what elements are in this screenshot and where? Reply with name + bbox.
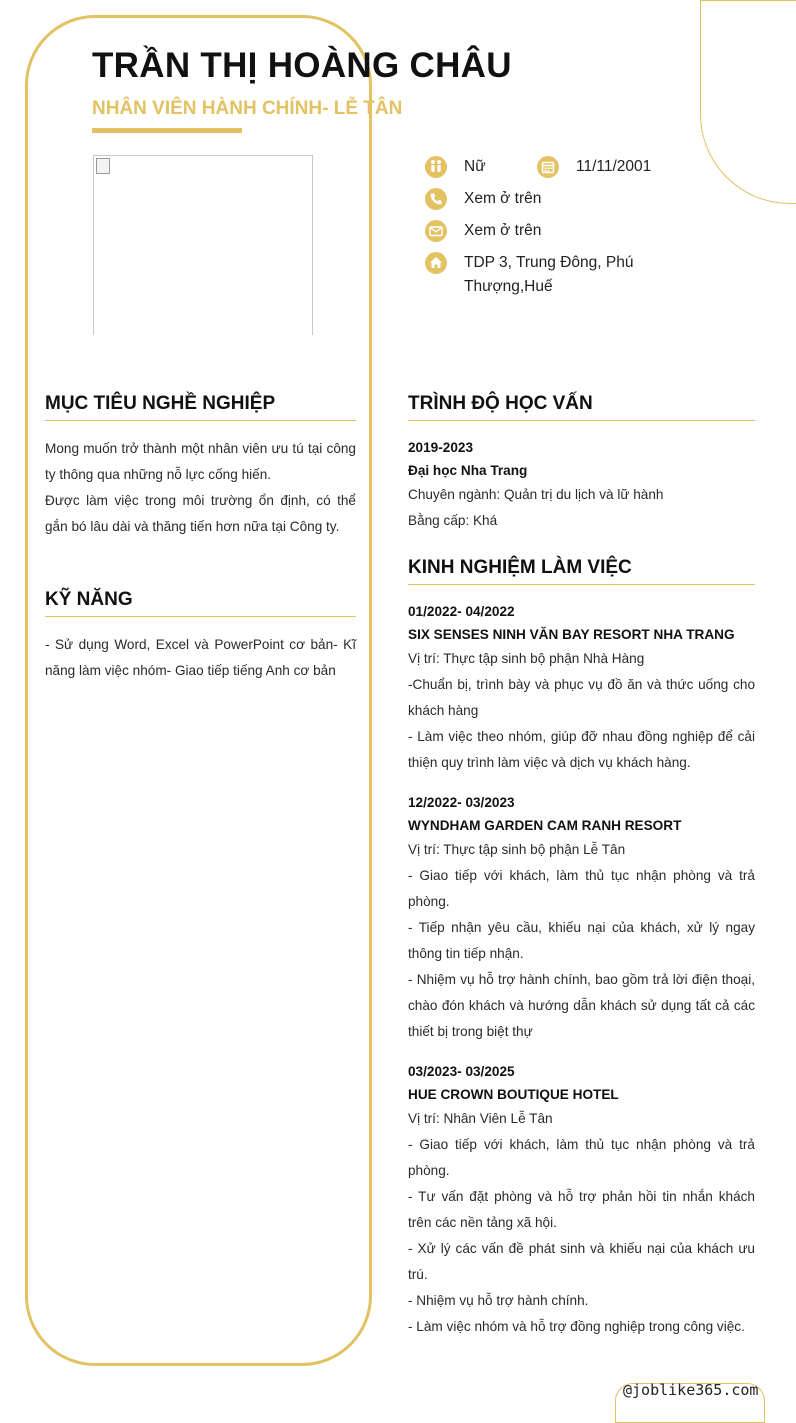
- title-underline: [92, 128, 242, 133]
- skills-text: [45, 632, 356, 684]
- gender-icon: [425, 156, 447, 178]
- candidate-name: TRẦN THỊ HOÀNG CHÂU: [92, 46, 512, 85]
- phone-icon: [425, 188, 447, 210]
- skills-line: - Sử dụng Word, Excel và PowerPoint cơ bản- Kĩ năng làm việc nhóm- Giao tiếp tiếng Anh cơ bản: [45, 637, 356, 678]
- address-line-2: Thượng,Huế: [464, 278, 553, 295]
- skills-heading: KỸ NĂNG: [45, 589, 356, 617]
- experience-line: - Làm việc nhóm và hỗ trợ đồng nghiệp trong công việc.: [408, 1319, 745, 1334]
- education-school: Đại học Nha Trang: [408, 463, 528, 478]
- experience-line: -Chuẩn bị, trình bày và phục vụ đồ ăn và thức uống cho khách hàng: [408, 677, 755, 718]
- experience-period: 03/2023- 03/2025: [408, 1064, 515, 1079]
- experience-period: 12/2022- 03/2023: [408, 795, 515, 810]
- phone-value: Xem ở trên: [464, 190, 542, 207]
- experience-line: Vị trí: Nhân Viên Lễ Tân: [408, 1111, 553, 1126]
- email-value: Xem ở trên: [464, 222, 542, 239]
- experience-item: [408, 600, 755, 776]
- calendar-icon: [537, 156, 559, 178]
- experience-heading: KINH NGHIỆM LÀM VIỆC: [408, 557, 755, 585]
- experience-item: [408, 1060, 755, 1340]
- experience-line: - Làm việc theo nhóm, giúp đỡ nhau đồng nghiệp để cải thiện quy trình làm việc và dịch vụ khách hàng.: [408, 729, 755, 770]
- experience-line: - Nhiệm vụ hỗ trợ hành chính, bao gồm trả lời điện thoại, chào đón khách và hướng dẫn khách sử dụng tất cả các thiết bị trong biệt thự: [408, 972, 755, 1039]
- birthdate-value: 11/11/2001: [576, 158, 652, 175]
- objective-text: [45, 436, 356, 540]
- experience-line: - Xử lý các vấn đề phát sinh và khiếu nại của khách ưu trú.: [408, 1241, 755, 1282]
- education-degree: Bằng cấp: Khá: [408, 513, 498, 528]
- objective-line-1: Mong muốn trở thành một nhân viên ưu tú tại công ty thông qua những nỗ lực cống hiến.: [45, 441, 356, 482]
- experience-line: Vị trí: Thực tập sinh bộ phận Lễ Tân: [408, 842, 626, 857]
- experience-company: SIX SENSES NINH VĂN BAY RESORT NHA TRANG: [408, 627, 735, 642]
- address-value: [464, 251, 633, 299]
- email-icon: [425, 220, 447, 242]
- experience-line: - Tiếp nhận yêu cầu, khiếu nại của khách, xử lý ngay thông tin tiếp nhận.: [408, 920, 755, 961]
- profile-photo: [93, 155, 313, 335]
- gender-value: Nữ: [464, 158, 486, 175]
- experience-period: 01/2022- 04/2022: [408, 604, 515, 619]
- broken-image-icon: [96, 158, 110, 174]
- address-line-1: TDP 3, Trung Đông, Phú: [464, 254, 634, 271]
- education-entry: [408, 436, 755, 534]
- objective-heading: MỤC TIÊU NGHỀ NGHIỆP: [45, 393, 356, 421]
- education-heading: TRÌNH ĐỘ HỌC VẤN: [408, 393, 755, 421]
- site-watermark: @joblike365.com: [623, 1381, 759, 1399]
- job-title: NHÂN VIÊN HÀNH CHÍNH- LỄ TÂN: [92, 98, 403, 119]
- home-icon: [425, 252, 447, 274]
- experience-line: - Tư vấn đặt phòng và hỗ trợ phản hồi tin nhắn khách trên các nền tảng xã hội.: [408, 1189, 755, 1230]
- experience-company: HUE CROWN BOUTIQUE HOTEL: [408, 1087, 619, 1102]
- experience-line: - Giao tiếp với khách, làm thủ tục nhận phòng và trả phòng.: [408, 1137, 755, 1178]
- education-major: Chuyên ngành: Quản trị du lịch và lữ hành: [408, 487, 664, 502]
- experience-item: [408, 791, 755, 1045]
- experience-line: - Giao tiếp với khách, làm thủ tục nhận phòng và trả phòng.: [408, 868, 755, 909]
- experience-company: WYNDHAM GARDEN CAM RANH RESORT: [408, 818, 682, 833]
- experience-line: Vị trí: Thực tập sinh bộ phận Nhà Hàng: [408, 651, 645, 666]
- education-period: 2019-2023: [408, 440, 474, 455]
- objective-line-2: Được làm việc trong môi trường ổn định, có thể gắn bó lâu dài và thăng tiến hơn nữa tại Công ty.: [45, 493, 356, 534]
- experience-line: - Nhiệm vụ hỗ trợ hành chính.: [408, 1293, 589, 1308]
